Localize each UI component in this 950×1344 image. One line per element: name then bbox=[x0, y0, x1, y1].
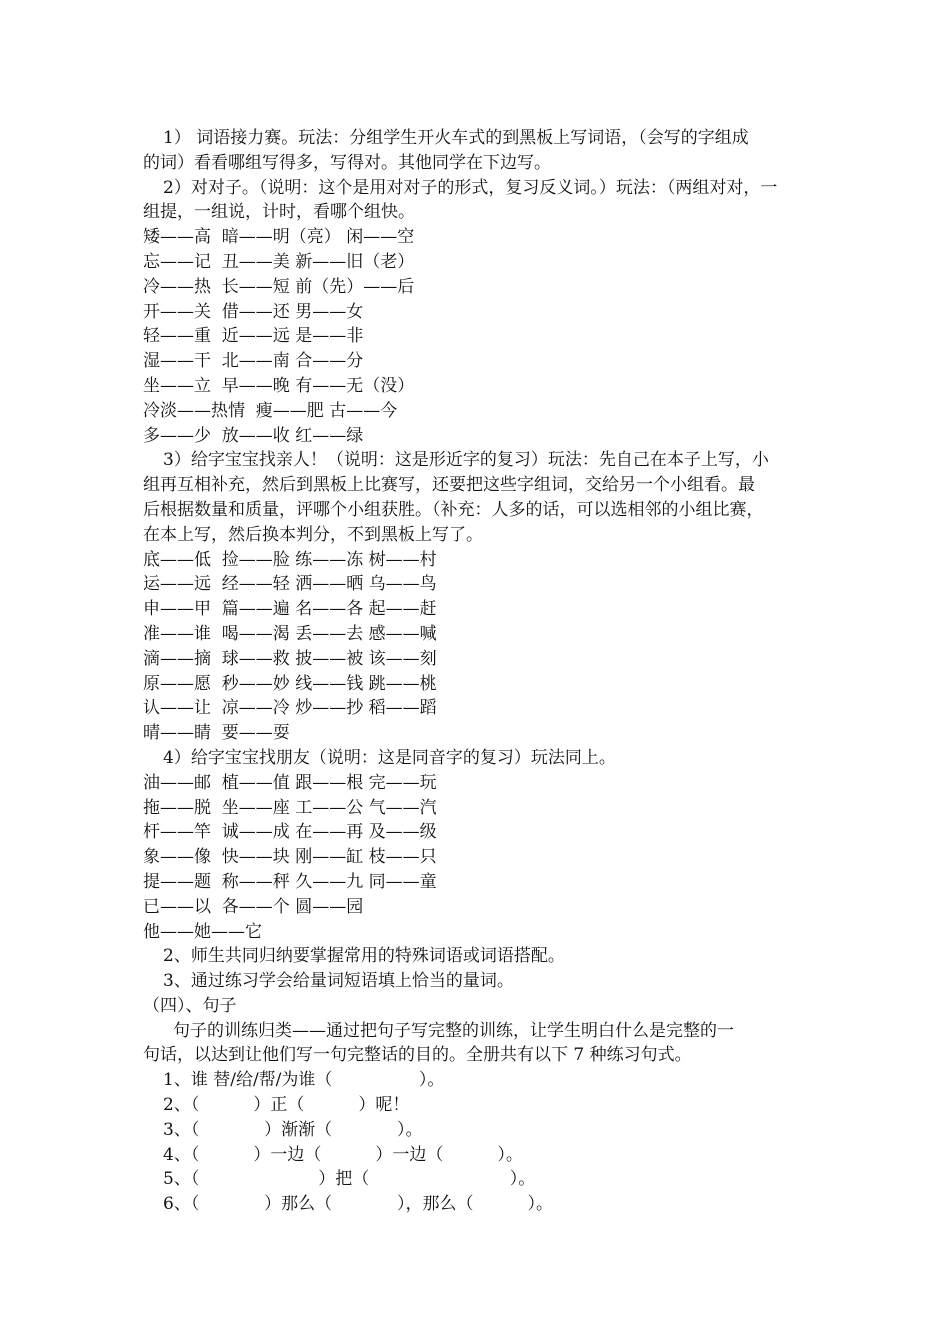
text-line: 6、（ ）那么（ ），那么（ ）。 bbox=[163, 1194, 554, 1215]
text-line: 他——她——它 bbox=[143, 921, 262, 942]
text-line: 2、师生共同归纳要掌握常用的特殊词语或词语搭配。 bbox=[163, 946, 565, 967]
text-line: 运——远 经——轻 洒——晒 乌——鸟 bbox=[143, 574, 437, 595]
text-line: 矮——高 暗——明（亮） 闲——空 bbox=[143, 227, 415, 248]
text-line: 开——关 借——还 男——女 bbox=[143, 301, 364, 322]
text-line: 组再互相补充，然后到黑板上比赛写，还要把这些字组词，交给另一个小组看。最 bbox=[143, 475, 755, 496]
text-line: 底——低 捡——脸 练——冻 树——村 bbox=[143, 549, 437, 570]
text-line: 坐——立 早——晚 有——无（没） bbox=[143, 375, 415, 396]
text-line: 申——甲 篇——遍 名——各 起——赶 bbox=[143, 599, 437, 620]
text-line: 后根据数量和质量，评哪个小组获胜。（补充：人多的话，可以选相邻的小组比赛， bbox=[143, 499, 764, 520]
text-line: 冷淡——热情 瘦——肥 古——今 bbox=[143, 400, 398, 421]
text-line: 忘——记 丑——美 新——旧（老） bbox=[143, 251, 415, 272]
text-line: 准——谁 喝——渴 丢——去 感——喊 bbox=[143, 623, 437, 644]
text-line: 2）对对子。（说明：这个是用对对子的形式，复习反义词。）玩法：（两组对对，一 bbox=[163, 177, 778, 198]
text-line: 杆——竿 诚——成 在——再 及——级 bbox=[143, 822, 437, 843]
text-line: 组提，一组说，计时，看哪个组快。 bbox=[143, 202, 415, 223]
text-line: 1、谁 替/给/帮/为谁（ ）。 bbox=[163, 1070, 445, 1091]
text-line: 原——愿 秒——妙 线——钱 跳——桃 bbox=[143, 673, 437, 694]
text-line: 油——邮 植——值 跟——根 完——玩 bbox=[143, 772, 437, 793]
text-line: 滴——摘 球——救 披——被 该——刻 bbox=[143, 648, 437, 669]
text-line: 提——题 称——秤 久——九 同——童 bbox=[143, 871, 437, 892]
text-line: 冷——热 长——短 前（先）——后 bbox=[143, 276, 415, 297]
text-line: 3）给字宝宝找亲人！（说明：这是形近字的复习）玩法：先自己在本子上写，小 bbox=[163, 450, 769, 471]
text-line: 3、（ ）渐渐（ ）。 bbox=[163, 1119, 423, 1140]
text-line: 在本上写，然后换本判分，不到黑板上写了。 bbox=[143, 524, 483, 545]
text-line: 的词）看看哪组写得多，写得对。其他同学在下边写。 bbox=[143, 152, 551, 173]
text-line: 1） 词语接力赛。玩法：分组学生开火车式的到黑板上写词语，（会写的字组成 bbox=[163, 128, 749, 148]
text-line: 轻——重 近——远 是——非 bbox=[143, 326, 364, 347]
text-line: 晴——睛 要——耍 bbox=[143, 723, 290, 744]
text-line: 4、（ ）一边（ ）一边（ ）。 bbox=[163, 1144, 523, 1165]
text-line: 多——少 放——收 红——绿 bbox=[143, 425, 364, 446]
text-line: 拖——脱 坐——座 工——公 气——汽 bbox=[143, 797, 437, 818]
text-line: 句话，以达到让他们写一句完整话的目的。全册共有以下 7 种练习句式。 bbox=[143, 1045, 692, 1066]
text-line: 湿——干 北——南 合——分 bbox=[143, 351, 364, 372]
text-line: 认——让 凉——冷 炒——抄 稻——蹈 bbox=[143, 698, 437, 719]
text-line: 4）给字宝宝找朋友（说明：这是同音字的复习）玩法同上。 bbox=[163, 747, 616, 768]
text-line: 5、（ ）把（ ）。 bbox=[163, 1169, 536, 1190]
text-line: 3、通过练习学会给量词短语填上恰当的量词。 bbox=[163, 971, 514, 992]
document-body bbox=[143, 126, 813, 1217]
text-line: （四）、句子 bbox=[143, 995, 237, 1016]
text-line: 象——像 快——块 刚——缸 枝——只 bbox=[143, 847, 437, 868]
text-line: 句子的训练归类——通过把句子写完整的训练，让学生明白什么是完整的一 bbox=[173, 1020, 734, 1041]
text-line: 2、（ ）正（ ）呢！ bbox=[163, 1095, 410, 1116]
text-line: 已——以 各——个 圆——园 bbox=[143, 896, 364, 917]
